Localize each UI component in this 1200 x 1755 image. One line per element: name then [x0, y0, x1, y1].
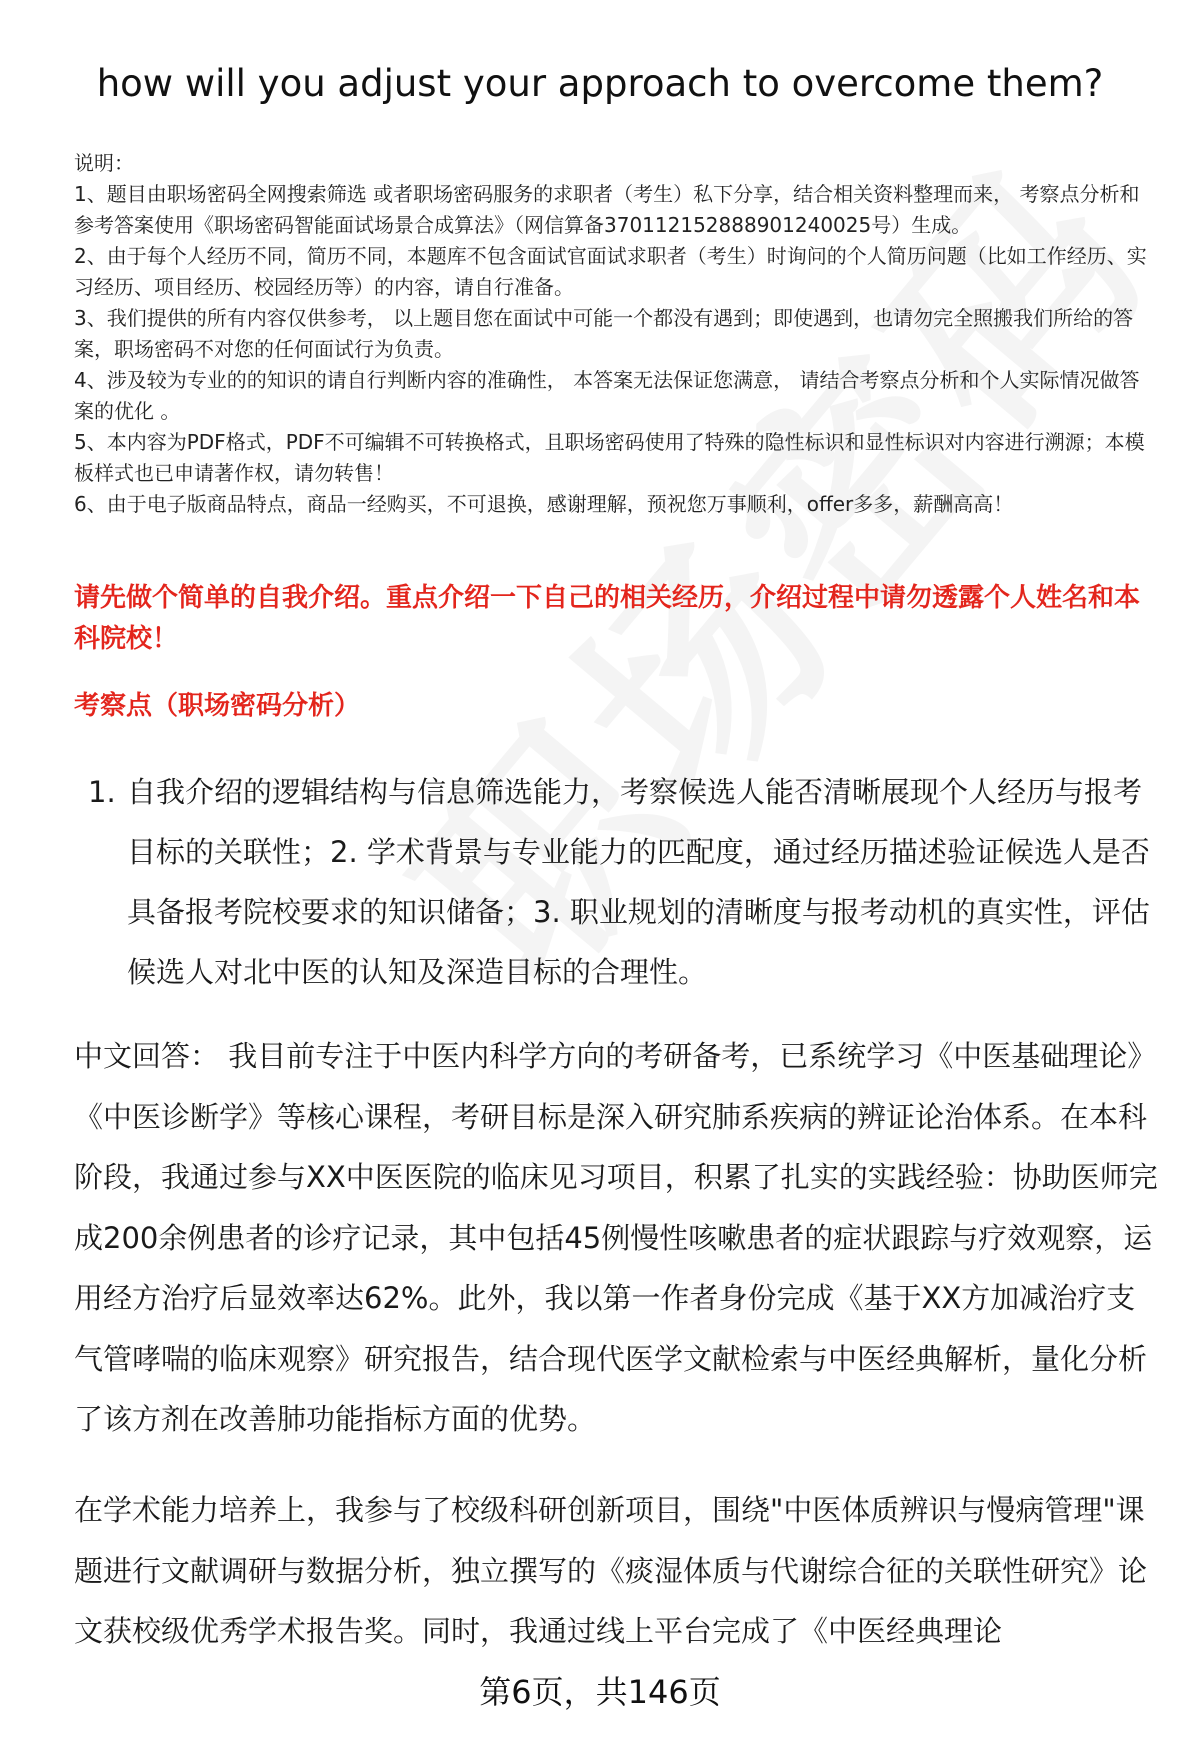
note-item: 6、由于电子版商品特点，商品一经购买，不可退换，感谢理解，预祝您万事顺利，offer多多，薪酬高高！ — [74, 492, 1014, 516]
analysis-point — [74, 762, 1164, 1002]
note-item: 2、由于每个人经历不同，简历不同，本题库不包含面试官面试求职者（考生）时询问的个人简历问题（比如工作经历、实习经历、项目经历、校园经历等）的内容，请自行准备。 — [74, 244, 1147, 299]
interview-question: 请先做个简单的自我介绍。重点介绍一下自己的相关经历，介绍过程中请勿透露个人姓名和本科院校！ — [74, 583, 1141, 654]
note-item: 5、本内容为PDF格式，PDF不可编辑不可转换格式，且职场密码使用了特殊的隐性标识和显性标识对内容进行溯源；本模板样式也已申请著作权，请勿转售！ — [74, 430, 1145, 485]
analysis-heading: 考察点（职场密码分析） — [74, 691, 361, 721]
note-item: 1、题目由职场密码全网搜索筛选 或者职场密码服务的求职者（考生）私下分享，结合相关资料整理而来， 考察点分析和参考答案使用《职场密码智能面试场景合成算法》（网信算备370112152888901240025号）生成。 — [74, 182, 1140, 237]
answer-section-continued — [74, 1480, 1164, 1662]
point-number: 1. — [88, 775, 116, 809]
answer-paragraph: 中文回答： 我目前专注于中医内科学方向的考研备考，已系统学习《中医基础理论》《中医诊断学》等核心课程，考研目标是深入研究肺系疾病的辨证论治体系。在本科阶段，我通过参与XX中医医院的临床见习项目，积累了扎实的实践经验：协助医师完成200余例患者的诊疗记录，其中包括45例慢性咳嗽患者的症状跟踪与疗效观察，运用经方治疗后显效率达62%。此外，我以第一作者身份完成《基于XX方加减治疗支气管哮喘的临床观察》研究报告，结合现代医学文献检索与中医经典解析，量化分析了该方剂在改善肺功能指标方面的优势。 — [74, 1039, 1158, 1436]
answer-section — [74, 1026, 1164, 1450]
page-footer: 第6页，共146页 — [479, 1673, 721, 1711]
notes-heading: 说明： — [74, 151, 134, 175]
point-text: 自我介绍的逻辑结构与信息筛选能力，考察候选人能否清晰展现个人经历与报考目标的关联性；2. 学术背景与专业能力的匹配度，通过经历描述验证候选人是否具备报考院校要求的知识储备；3. 职业规划的清晰度与报考动机的真实性，评估候选人对北中医的认知及深造目标的合理性。 — [127, 775, 1150, 989]
note-item: 3、我们提供的所有内容仅供参考， 以上题目您在面试中可能一个都没有遇到；即使遇到，也请勿完全照搬我们所给的答案，职场密码不对您的任何面试行为负责。 — [74, 306, 1134, 361]
note-item: 4、涉及较为专业的的知识的请自行判断内容的准确性， 本答案无法保证您满意， 请结合考察点分析和个人实际情况做答案的优化 。 — [74, 368, 1140, 423]
page-title: how will you adjust your approach to overcome them? — [96, 62, 1104, 105]
answer-paragraph: 在学术能力培养上，我参与了校级科研创新项目，围绕"中医体质辨识与慢病管理"课题进行文献调研与数据分析，独立撰写的《痰湿体质与代谢综合征的关联性研究》论文获校级优秀学术报告奖。同时，我通过线上平台完成了《中医经典理论 — [74, 1493, 1148, 1648]
notes-section — [74, 148, 1154, 520]
